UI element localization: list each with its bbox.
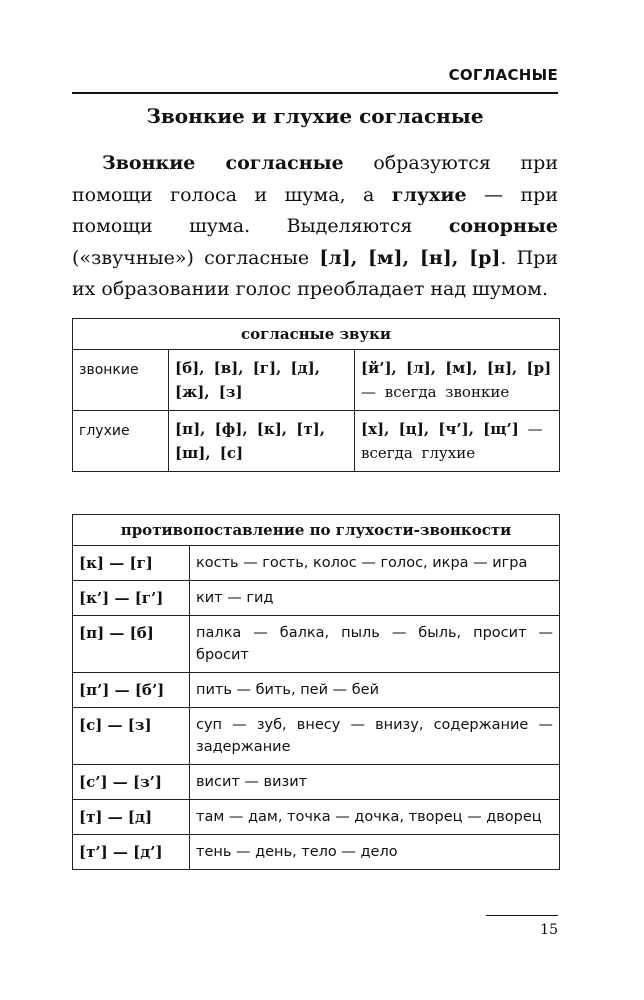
examples-cell: кит — гид xyxy=(190,581,560,616)
pair-cell: [т’] — [д’] xyxy=(73,835,190,870)
intro-bold-voiceless: глухие xyxy=(391,183,467,206)
intro-text-4: . При их образовании голос преобладает над шумом. xyxy=(72,246,558,300)
table-header: противопоставление по глухости-звонкости xyxy=(73,515,560,546)
footer-rule xyxy=(486,915,558,916)
unpaired-voiceless-cell xyxy=(355,411,560,472)
pair-cell: [п] — [б] xyxy=(73,616,190,673)
paired-voiceless-cell: [п], [ф], [к], [т], [ш], [с] xyxy=(169,411,355,472)
intro-text-1: образуются при помощи голоса и шума, а xyxy=(72,152,558,206)
pair-cell: [к’] — [г’] xyxy=(73,581,190,616)
examples-cell: суп — зуб, внесу — внизу, содержание — задержание xyxy=(190,708,560,765)
table-row xyxy=(73,411,560,472)
pair-cell: [п’] — [б’] xyxy=(73,673,190,708)
examples-cell: тень — день, тело — дело xyxy=(190,835,560,870)
unpaired-voiced-sounds: [й’], [л], [м], [н], [р] xyxy=(361,359,552,377)
pair-cell: [с’] — [з’] xyxy=(73,765,190,800)
paired-voiced-cell: [б], [в], [г], [д], [ж], [з] xyxy=(169,350,355,411)
unpaired-voiced-note: — всегда звонкие xyxy=(361,383,510,401)
examples-cell: кость — гость, колос — голос, икра — игра xyxy=(190,546,560,581)
pair-cell: [т] — [д] xyxy=(73,800,190,835)
running-head: СОГЛАСНЫЕ xyxy=(448,66,558,84)
unpaired-voiceless-note: — всегда глухие xyxy=(361,420,543,462)
table-row xyxy=(73,708,560,765)
table-row xyxy=(73,835,560,870)
table-row xyxy=(73,350,560,411)
unpaired-voiceless-sounds: [х], [ц], [ч’], [щ’] xyxy=(361,420,519,438)
intro-bold-voiced: Звонкие согласные xyxy=(102,152,344,174)
pair-cell: [с] — [з] xyxy=(73,708,190,765)
row-label-voiced: звонкие xyxy=(73,350,169,411)
page-title: Звонкие и глухие согласные xyxy=(146,104,484,128)
table-row xyxy=(73,765,560,800)
page-number: 15 xyxy=(540,922,558,938)
table-row xyxy=(73,616,560,673)
table-row xyxy=(73,581,560,616)
intro-paragraph xyxy=(72,148,558,306)
consonant-sounds-table xyxy=(72,318,560,472)
examples-cell: пить — бить, пей — бей xyxy=(190,673,560,708)
table-header: согласные звуки xyxy=(73,319,560,350)
examples-cell: висит — визит xyxy=(190,765,560,800)
row-label-voiceless: глухие xyxy=(73,411,169,472)
unpaired-voiced-cell xyxy=(355,350,560,411)
intro-bold-sonorant-list: [л], [м], [н], [р] xyxy=(319,246,501,269)
examples-cell: палка — балка, пыль — быль, просит — бросит xyxy=(190,616,560,673)
pair-cell: [к] — [г] xyxy=(73,546,190,581)
header-rule xyxy=(72,92,558,94)
table-row xyxy=(73,546,560,581)
voicing-pairs-table xyxy=(72,514,560,870)
intro-text-2: — при помощи шума. Выделяются xyxy=(72,183,558,237)
examples-cell: там — дам, точка — дочка, творец — дворец xyxy=(190,800,560,835)
table-row xyxy=(73,673,560,708)
table-row xyxy=(73,800,560,835)
intro-bold-sonorant: сонорные xyxy=(448,215,558,237)
intro-text-3: («звучные») согласные xyxy=(72,246,320,269)
